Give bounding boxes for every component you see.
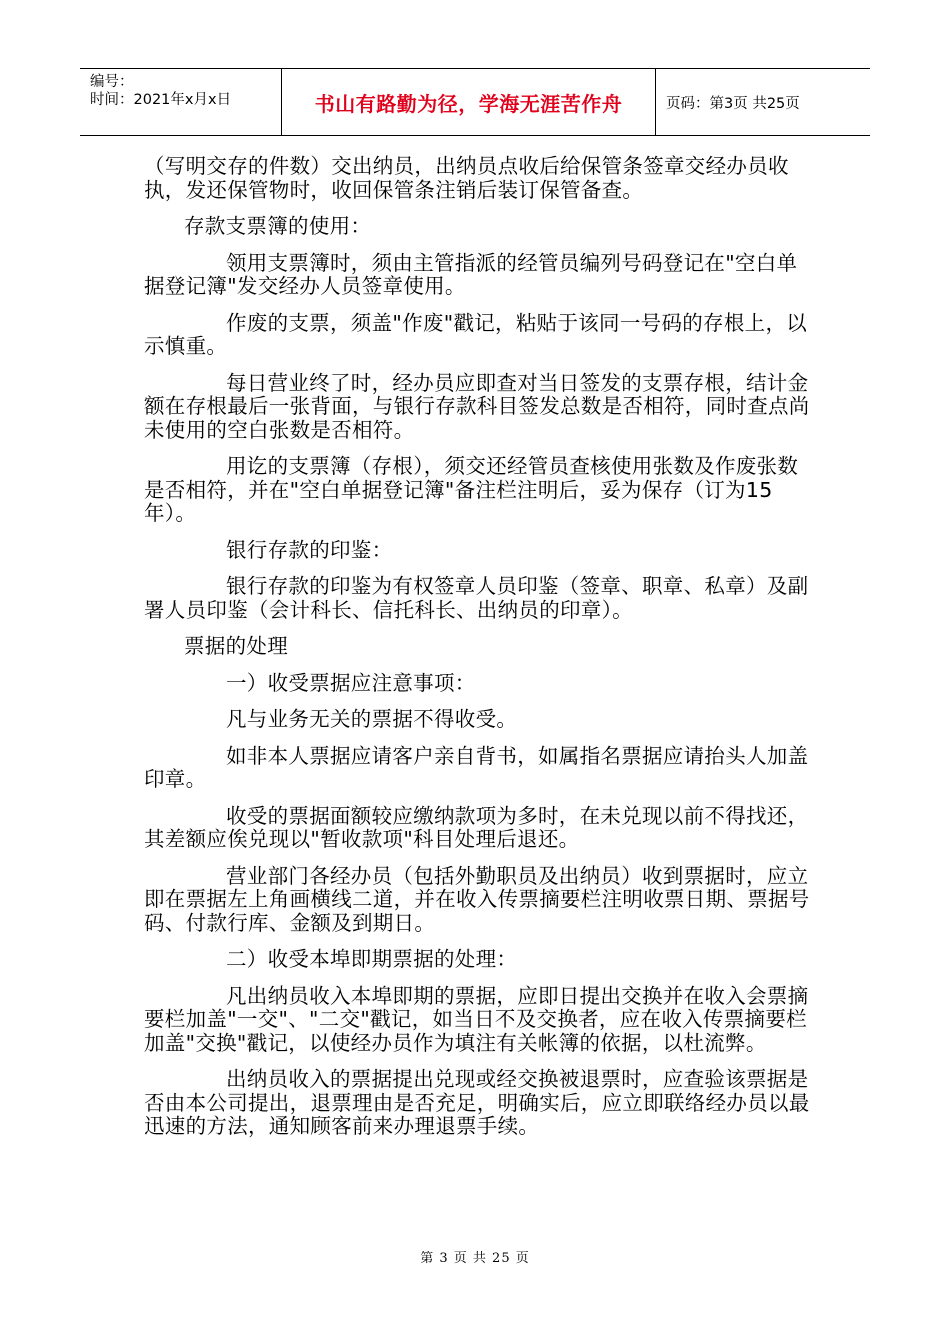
paragraph: 凡出纳员收入本埠即期的票据，应即日提出交换并在收入会票摘要栏加盖"一交"、"二交"戳记，如当日不及交换者，应在收入传票摘要栏加盖"交换"戳记，以使经办员作为填注有关帐簿的依据，以杜流弊。 [144,983,809,1055]
subsection-heading: 二）收受本埠即期票据的处理： [226,947,518,971]
paragraph: 领用支票簿时，须由主管指派的经管员编列号码登记在"空白单据登记簿"发交经办人员签章使用。 [144,250,798,298]
page-footer: 第 3 页 共 25 页 [420,1251,530,1266]
section-heading: 银行存款的印鉴： [226,537,393,562]
paragraph: 用讫的支票簿（存根），须交还经管员查核使用张数及作废张数是否相符，并在"空白单据登记簿"备注栏注明后，妥为保存（订为15年）。 [144,454,799,525]
header-motto: 书山有路勤为径，学海无涯苦作舟 [314,91,623,116]
paragraph: 出纳员收入的票据提出兑现或经交换被退票时，应查验该票据是否由本公司提出，退票理由是否充足，明确实后，应立即联络经办员以最迅速的方法，通知顾客前来办理退票手续。 [144,1067,810,1138]
document-body [144,155,812,1152]
document-number-label: 编号： [90,74,134,90]
paragraph: （写明交存的件数）交出纳员，出纳员点收后给保管条签章交经办员收执，发还保管物时，收回保管条注销后装订保管备查。 [144,154,789,202]
header-page-cell [656,69,870,135]
paragraph: 每日营业终了时，经办员应即查对当日签发的支票存根，结计金额在存根最后一张背面，与银行存款科目签发总数是否相符，同时查点尚未使用的空白张数是否相符。 [144,370,810,442]
header-page-info: 页码：第3页 共25页 [666,95,800,112]
header-motto-cell [281,69,656,135]
paragraph: 营业部门各经办员（包括外勤职员及出纳员）收到票据时，应立即在票据左上角画横线二道，并在收入传票摘要栏注明收票日期、票据号码、付款行库、金额及到期日。 [144,863,810,935]
paragraph: 凡与业务无关的票据不得收受。 [226,707,518,731]
section-heading: 票据的处理 [184,634,288,658]
section-heading: 存款支票簿的使用： [184,214,372,238]
paragraph: 如非本人票据应请客户亲自背书，如属指名票据应请抬头人加盖印章。 [144,743,809,791]
document-date-label: 时间：2021年x月x日 [90,92,232,108]
header-meta-cell [80,69,281,135]
subsection-heading: 一）收受票据应注意事项： [226,670,476,695]
paragraph: 银行存款的印鉴为有权签章人员印鉴（签章、职章、私章）及副署人员印鉴（会计科长、信托科长、出纳员的印章）。 [144,574,809,622]
paragraph: 作废的支票，须盖"作废"戳记，粘贴于该同一号码的存根上，以示慎重。 [144,310,808,358]
paragraph: 收受的票据面额较应缴纳款项为多时，在未兑现以前不得找还，其差额应俟兑现以"暂收款项"科目处理后退还。 [144,803,809,851]
page-header [80,68,870,136]
